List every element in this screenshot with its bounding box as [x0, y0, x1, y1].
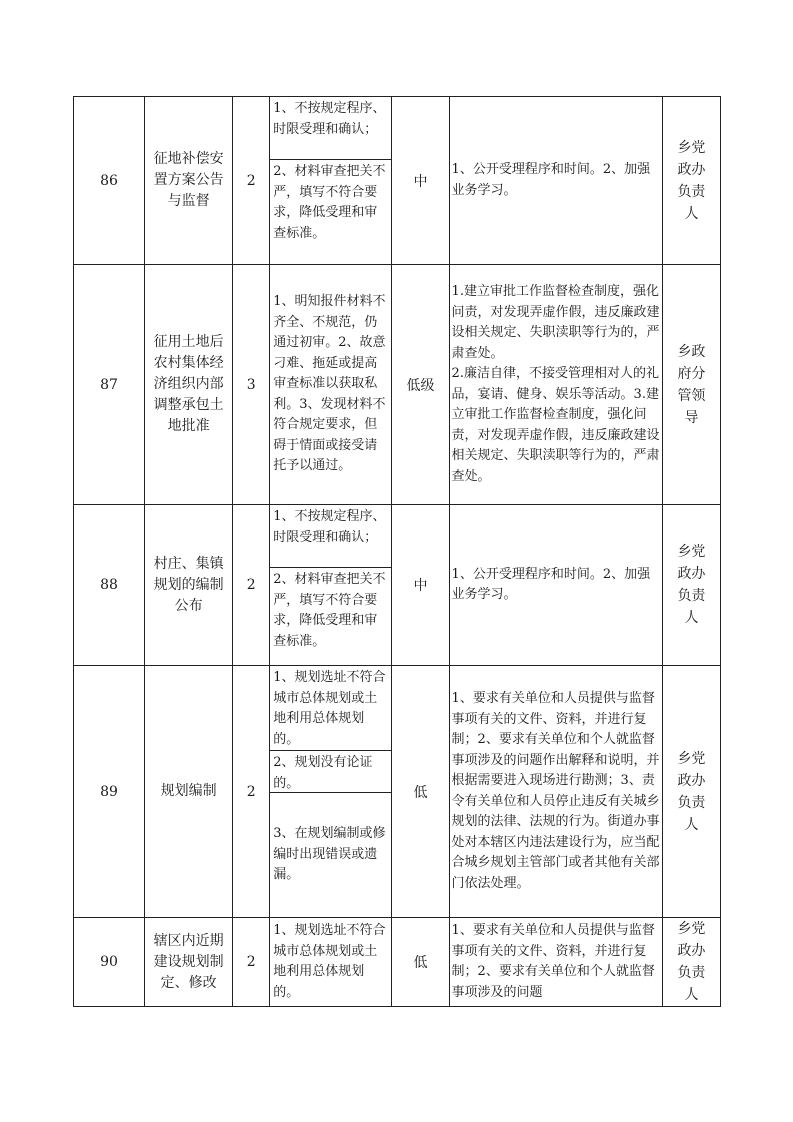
risk-points [270, 666, 392, 918]
risk-points [270, 505, 392, 666]
risk-point: 2、材料审查把关不严，填写不符合要求，降低受理和审查标准。 [270, 159, 391, 264]
risk-degree: 中 [392, 97, 449, 265]
risk-point: 1、明知报件材料不齐全、不规范，仍通过初审。2、故意刁难、拖延或提高审查标准以获取私利。3、发现材料不符合规定要求，但碍于情面或接受请托予以通过。 [273, 294, 386, 474]
prevention-measures: 1、公开受理程序和时间。2、加强业务学习。 [449, 505, 662, 666]
responsible-person: 乡政府分管领导 [662, 265, 720, 505]
responsible-person: 乡党政办负责人 [662, 666, 720, 918]
risk-point: 3、在规划编制或修编时出现错误或遗漏。 [270, 792, 391, 917]
risk-points [270, 265, 392, 505]
table-row [74, 97, 721, 265]
risk-degree: 低级 [392, 265, 449, 505]
table-row [74, 918, 721, 1007]
risk-point: 1、不按规定程序、时限受理和确认； [273, 101, 386, 137]
responsible-person: 乡党政办负责人 [662, 505, 720, 666]
prevention-measures: 1、要求有关单位和人员提供与监督事项有关的文件、资料，并进行复制；2、要求有关单位和个人就监督事项涉及的问题 [449, 918, 662, 1007]
item-name: 辖区内近期建设规划制定、修改 [145, 918, 233, 1007]
item-name: 规划编制 [145, 666, 233, 918]
risk-degree: 低 [392, 918, 449, 1007]
item-name: 征用土地后农村集体经济组织内部调整承包土地批准 [145, 265, 233, 505]
responsible-person: 乡党政办负责人 [662, 97, 720, 265]
risk-level: 2 [233, 97, 270, 265]
risk-level: 2 [233, 918, 270, 1007]
risk-point: 2、材料审查把关不严，填写不符合要求，降低受理和审查标准。 [270, 567, 391, 665]
item-name: 村庄、集镇规划的编制公布 [145, 505, 233, 666]
risk-point: 1、不按规定程序、时限受理和确认； [273, 509, 386, 545]
prevention-measures: 1、公开受理程序和时间。2、加强业务学习。 [449, 97, 662, 265]
risk-degree: 中 [392, 505, 449, 666]
risk-points [270, 918, 392, 1007]
responsible-person: 乡党政办负责人 [662, 918, 720, 1007]
risk-point: 1、规划选址不符合城市总体规划或土地利用总体规划的。 [273, 923, 386, 1000]
row-number: 86 [74, 97, 145, 265]
risk-points [270, 97, 392, 265]
risk-level: 3 [233, 265, 270, 505]
table-row [74, 505, 721, 666]
table-row [74, 265, 721, 505]
item-name: 征地补偿安置方案公告与监督 [145, 97, 233, 265]
risk-point: 1、规划选址不符合城市总体规划或土地利用总体规划的。 [273, 670, 386, 747]
risk-degree: 低 [392, 666, 449, 918]
prevention-measures: 1、要求有关单位和人员提供与监督事项有关的文件、资料，并进行复制；2、要求有关单位和个人就监督事项涉及的问题作出解释和说明，并根据需要进入现场进行勘测；3、责令有关单位和人员停止违反有关城乡规划的法律、法规的行为。街道办事处对本辖区内违法建设行为，应当配合城乡规划主管部门或者其他有关部门依法处理。 [449, 666, 662, 918]
risk-level: 2 [233, 505, 270, 666]
row-number: 88 [74, 505, 145, 666]
row-number: 89 [74, 666, 145, 918]
table-row [74, 666, 721, 918]
risk-point: 2、规划没有论证的。 [270, 750, 391, 792]
risk-table [73, 96, 721, 1007]
prevention-measures: 1.建立审批工作监督检查制度，强化问责，对发现弄虚作假，违反廉政建设相关规定、失职渎职等行为的，严肃查处。 2.廉洁自律，不接受管理相对人的礼品，宴请、健身、娱乐等活动。3.建立审批工作监督检查制度，强化问责，对发现弄虚作假，违反廉政建设相关规定、失职渎职等行为的，严肃查处。 [449, 265, 662, 505]
row-number: 90 [74, 918, 145, 1007]
row-number: 87 [74, 265, 145, 505]
risk-level: 2 [233, 666, 270, 918]
